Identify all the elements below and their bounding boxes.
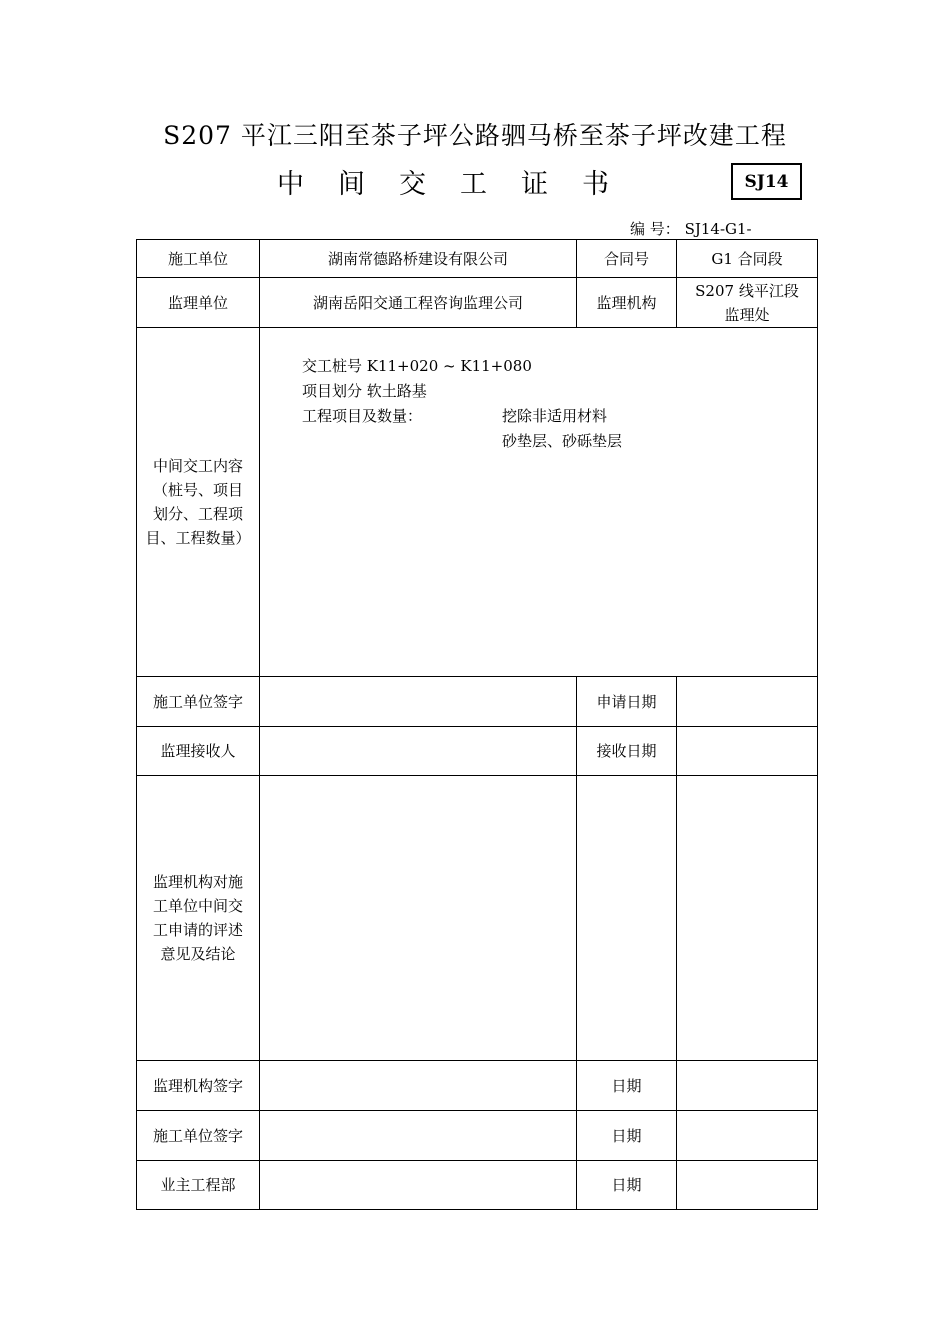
supervisor-value: 湖南岳阳交通工程咨询监理公司 (260, 278, 577, 328)
date-label-2: 日期 (577, 1111, 677, 1161)
table-row (137, 677, 818, 727)
date-label-3: 日期 (577, 1161, 677, 1210)
supervisor-sign-field[interactable] (260, 1061, 577, 1111)
contractor-sign-field-2[interactable] (260, 1111, 577, 1161)
table-row (137, 278, 818, 328)
table-row (137, 1161, 818, 1210)
document-title: S207 平江三阳至茶子坪公路驷马桥至茶子坪改建工程 (163, 121, 787, 150)
form-code-box: SJ14 (731, 163, 802, 200)
content-label (137, 328, 260, 677)
contractor-sign-label-2: 施工单位签字 (137, 1111, 260, 1161)
review-label-line: 工单位中间交 (152, 897, 243, 915)
table-row (137, 240, 818, 278)
serial-label: 编 号： (630, 220, 680, 238)
table-row (137, 1061, 818, 1111)
content-station: 交工桩号 K11+020 ~ K11+080 (302, 357, 532, 375)
supervisor-label: 监理单位 (137, 278, 260, 328)
content-items-cont (302, 429, 802, 454)
review-field[interactable] (260, 776, 577, 1061)
date-field-1[interactable] (677, 1061, 818, 1111)
apply-date-label: 申请日期 (577, 677, 677, 727)
review-field-3[interactable] (677, 776, 818, 1061)
receive-date-label: 接收日期 (577, 727, 677, 776)
supervisor-sign-label: 监理机构签字 (137, 1061, 260, 1111)
contractor-label: 施工单位 (137, 240, 260, 278)
owner-label: 业主工程部 (137, 1161, 260, 1210)
content-item-1: 挖除非适用材料 (502, 407, 608, 425)
table-row (137, 1111, 818, 1161)
contractor-value: 湖南常德路桥建设有限公司 (260, 240, 577, 278)
supervisor-org-label: 监理机构 (577, 278, 677, 328)
owner-sign-field[interactable] (260, 1161, 577, 1210)
content-items-label: 工程项目及数量： (302, 407, 423, 425)
review-field-2[interactable] (577, 776, 677, 1061)
content-label-line: 划分、工程项 (152, 505, 243, 523)
certificate-table (136, 239, 818, 1210)
content-division: 项目划分 软土路基 (302, 382, 427, 400)
serial-number (630, 218, 752, 239)
receive-date-field[interactable] (677, 727, 818, 776)
table-row (137, 328, 818, 677)
contract-no-value: G1 合同段 (677, 240, 818, 278)
date-field-2[interactable] (677, 1111, 818, 1161)
content-cell (260, 328, 818, 677)
content-item-2: 砂垫层、砂砾垫层 (502, 432, 623, 450)
content-body (302, 354, 802, 454)
review-label-line: 意见及结论 (160, 945, 236, 963)
apply-date-field[interactable] (677, 677, 818, 727)
receiver-field[interactable] (260, 727, 577, 776)
contract-no-label: 合同号 (577, 240, 677, 278)
content-label-line: 目、工程数量） (145, 529, 251, 547)
content-items (302, 404, 802, 429)
supervisor-org-line1: S207 线平江段 (695, 281, 799, 300)
serial-value: SJ14-G1- (684, 220, 752, 238)
supervisor-org-line2: 监理处 (724, 305, 770, 324)
supervisor-org-value (677, 278, 818, 328)
content-label-line: 中间交工内容 (152, 457, 243, 475)
table-row (137, 727, 818, 776)
contractor-sign-label: 施工单位签字 (137, 677, 260, 727)
review-label (137, 776, 260, 1061)
document-subtitle: 中间交工证书 (277, 169, 643, 200)
date-label-1: 日期 (577, 1061, 677, 1111)
review-label-line: 监理机构对施 (152, 873, 243, 891)
receiver-label: 监理接收人 (137, 727, 260, 776)
review-label-line: 工申请的评述 (152, 921, 243, 939)
content-label-line: （桩号、项目 (152, 481, 243, 499)
contractor-sign-field[interactable] (260, 677, 577, 727)
table-row (137, 776, 818, 1061)
date-field-3[interactable] (677, 1161, 818, 1210)
